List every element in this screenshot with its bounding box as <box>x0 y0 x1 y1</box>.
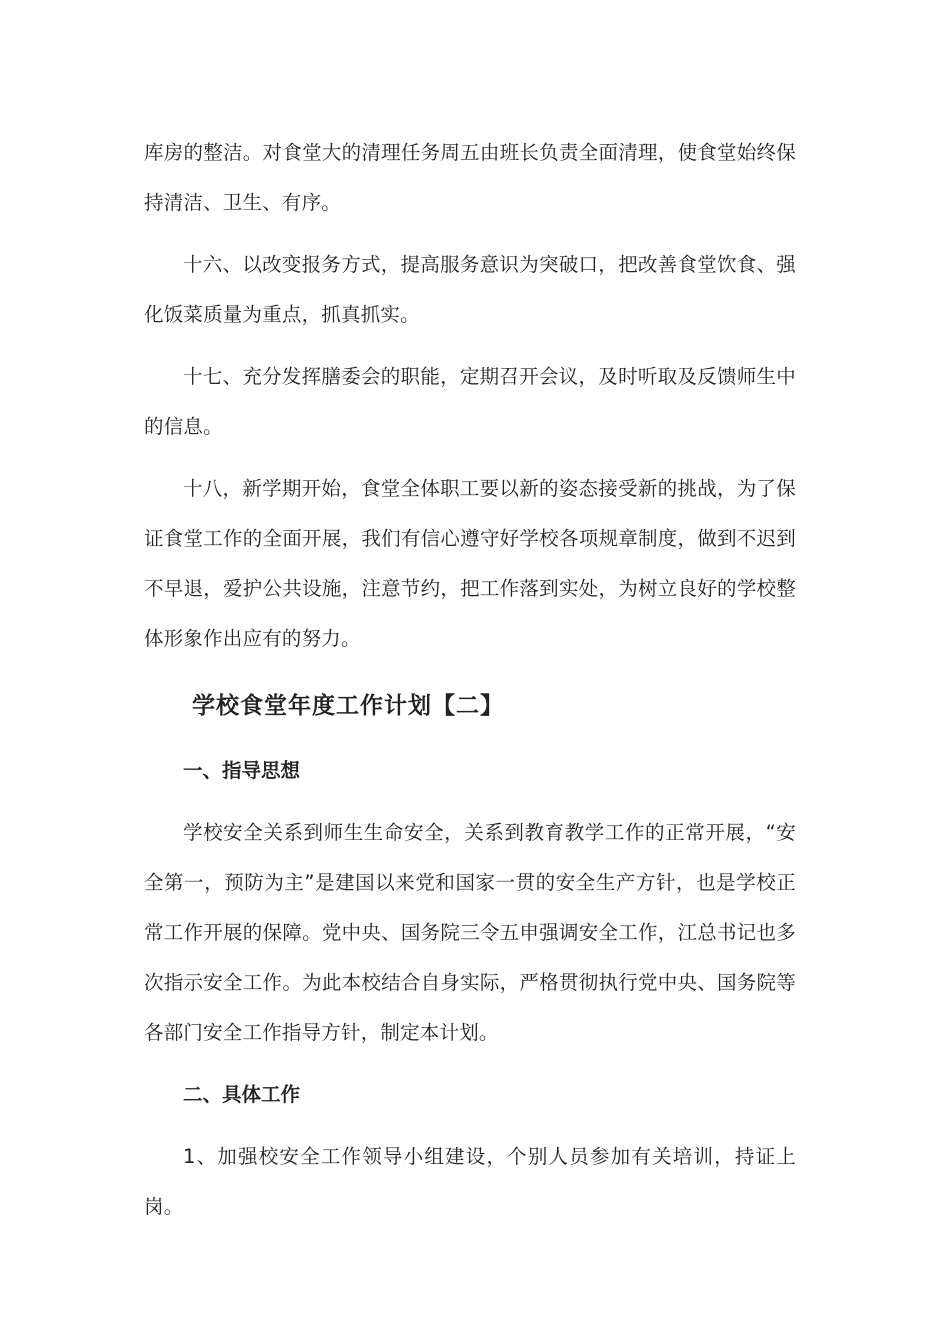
paragraph-item-17: 十七、充分发挥膳委会的职能，定期召开会议，及时听取及反馈师生中的信息。 <box>144 365 796 438</box>
spacer <box>144 1120 796 1132</box>
paragraph-item-16: 十六、以改变报务方式，提高服务意识为突破口，把改善食堂饮食、强化饭菜质量为重点，抓真抓实。 <box>144 253 796 326</box>
spacer <box>144 340 796 352</box>
spacer <box>144 452 796 464</box>
paragraph-guiding-thought: 学校安全关系到师生生命安全，关系到教育教学工作的正常开展，“安全第一，预防为主”是建国以来党和国家一贯的安全生产方针，也是学校正常工作开展的保障。党中央、国务院三令五申强调安全工作，江总书记也多次指示安全工作。为此本校结合自身实际，严格贯彻执行党中央、国务院等各部门安全工作指导方针，制定本计划。 <box>144 821 796 1044</box>
heading-guiding-thought: 一、指导思想 <box>183 759 301 782</box>
section-title: 学校食堂年度工作计划【二】 <box>192 693 504 719</box>
paragraph-continued: 库房的整洁。对食堂大的清理任务周五由班长负责全面清理，使食堂始终保持清洁、卫生、有序。 <box>144 141 796 214</box>
document-page <box>144 128 796 1232</box>
heading-specific-work: 二、具体工作 <box>183 1083 301 1106</box>
spacer <box>144 796 796 808</box>
spacer <box>144 1058 796 1070</box>
spacer <box>144 228 796 240</box>
paragraph-item-18: 十八，新学期开始，食堂全体职工要以新的姿态接受新的挑战，为了保证食堂工作的全面开展，我们有信心遵守好学校各项规章制度，做到不迟到不早退，爱护公共设施，注意节约，把工作落到实处，为树立良好的学校整体形象作出应有的努力。 <box>144 477 796 650</box>
list-item-1: 1、加强校安全工作领导小组建设，个别人员参加有关培训，持证上岗。 <box>144 1145 796 1218</box>
